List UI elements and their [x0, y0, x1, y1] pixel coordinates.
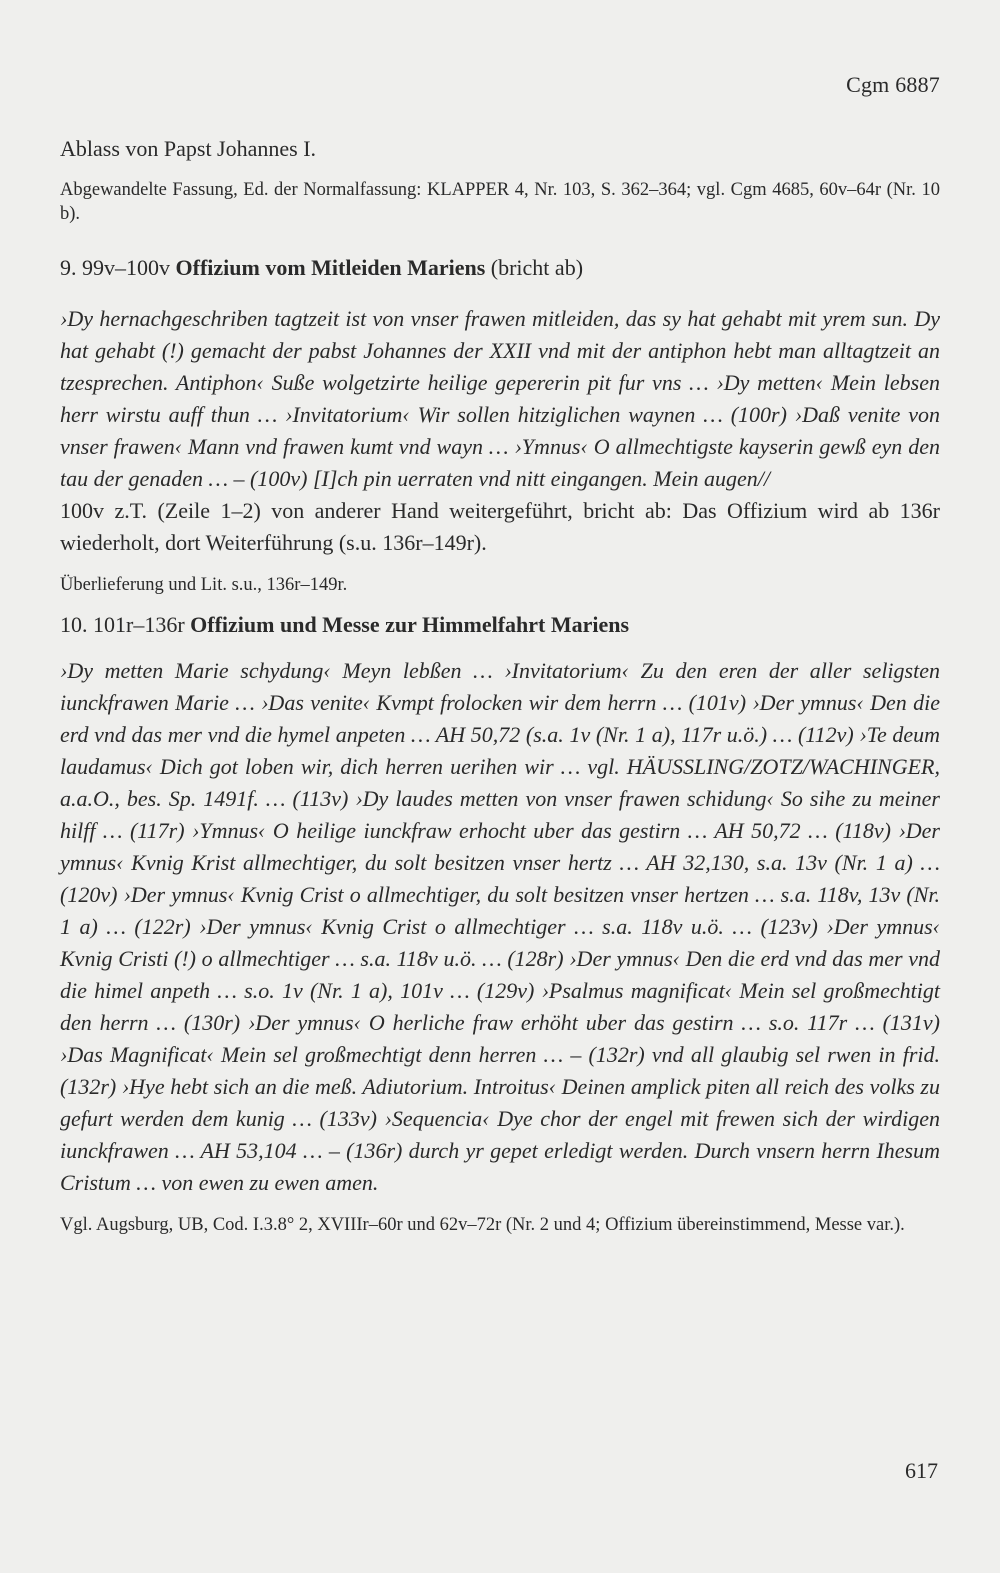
entry-9-continuation: 100v z.T. (Zeile 1–2) von anderer Hand weitergeführt, bricht ab: Das Offizium wird ab 136r wiederholt, dort Weiterführung (s.u. 136r–149r). — [60, 498, 940, 555]
page-number: 617 — [905, 1458, 938, 1483]
entry-8-incipit: Ablass von Papst Johannes I. — [60, 136, 317, 161]
entry-10-heading — [60, 609, 940, 641]
entry-9-text: ›Dy hernachgeschriben tagtzeit ist von vnser frawen mitleiden, das sy hat gehabt mit yrem sun. Dy hat gehabt (!) gemacht der pabst Johannes der XXII vnd mit der antiphon hebt man alltagtzeit an tzesprechen. Antiphon‹ Suße wolgetzirte heilige gepererin pit fur vns … ›Dy metten‹ Mein lebsen herr wirstu auff thun … ›Invitatorium‹ Wir sollen hitziglichen waynen … (100r) ›Daß venite von vnser frawen‹ Mann vnd frawen kumt vnd wayn … ›Ymnus‹ O allmechtigste kayserin gewß eyn den tau der genaden … – (100v) [I]ch pin uerraten vnd nitt eingangen. Mein augen// — [60, 306, 940, 491]
entry-9-note: Überlieferung und Lit. s.u., 136r–149r. — [60, 575, 348, 595]
entry-10-note: Vgl. Augsburg, UB, Cod. I.3.8° 2, XVIIIr–60r und 62v–72r (Nr. 2 und 4; Offizium übereinstimmend, Messe var.). — [60, 1215, 905, 1235]
entry-10-title: Offizium und Messe zur Himmelfahrt Mariens — [190, 612, 630, 637]
running-header: Cgm 6887 — [846, 72, 940, 97]
entry-9-suffix: (bricht ab) — [490, 255, 584, 280]
page-body — [60, 133, 940, 1237]
entry-9-heading — [60, 252, 940, 284]
entry-9-title: Offizium vom Mitleiden Mariens — [175, 255, 486, 280]
entry-10-number: 10. 101r–136r — [60, 612, 185, 637]
entry-8-note: Abgewandelte Fassung, Ed. der Normalfassung: KLAPPER 4, Nr. 103, S. 362–364; vgl. Cgm 4685, 60v–64r (Nr. 10 b). — [60, 180, 940, 224]
entry-9-number: 9. 99v–100v — [60, 255, 170, 280]
entry-10-text: ›Dy metten Marie schydung‹ Meyn lebßen … ›Invitatorium‹ Zu den eren der aller seligsten iunckfrawen Marie … ›Das venite‹ Kvmpt frolocken wir dem herrn … (101v) ›Der ymnus‹ Den die erd vnd das mer vnd die hymel anpeten … AH 50,72 (s.a. 1v (Nr. 1 a), 117r u.ö.) … (112v) ›Te deum laudamus‹ Dich got loben wir, dich herren uerihen wir … vgl. HÄUSSLING/ZOTZ/WACHINGER, a.a.O., bes. Sp. 1491f. … (113v) ›Dy laudes metten von vnser frawen schidung‹ So sihe zu meiner hilff … (117r) ›Ymnus‹ O heilige iunckfraw erhocht uber das gestirn … AH 50,72 … (118v) ›Der ymnus‹ Kvnig Krist allmechtiger, du solt besitzen vnser hertz … AH 32,130, s.a. 13v (Nr. 1 a) … (120v) ›Der ymnus‹ Kvnig Crist o allmechtiger, du solt besitzen vnser hertzen … s.a. 118v, 13v (Nr. 1 a) … (122r) ›Der ymnus‹ Kvnig Crist o allmechtiger … s.a. 118v u.ö. … (123v) ›Der ymnus‹ Kvnig Cristi (!) o allmechtiger … s.a. 118v u.ö. … (128r) ›Der ymnus‹ Den die erd vnd das mer vnd die himel anpeth … s.o. 1v (Nr. 1 a), 101v … (129v) ›Psalmus magnificat‹ Mein sel großmechtigt den herrn … (130r) ›Der ymnus‹ O herliche fraw erhöht uber das gestirn … s.o. 117r … (131v) ›Das Magnificat‹ Mein sel großmechtigt denn herren … – (132r) vnd all glaubig sel rwen in frid. (132r) ›Hye hebt sich an die meß. Adiutorium. Introitus‹ Deinen amplick piten all reich des volks zu gefurt werden dem kunig … (133v) ›Sequencia‹ Dye chor der engel mit frewen sich der wirdigen iunckfrawen … AH 53,104 … – (136r) durch yr gepet erledigt werden. Durch vnsern herrn Ihesum Cristum … von ewen zu ewen amen. — [60, 658, 940, 1195]
